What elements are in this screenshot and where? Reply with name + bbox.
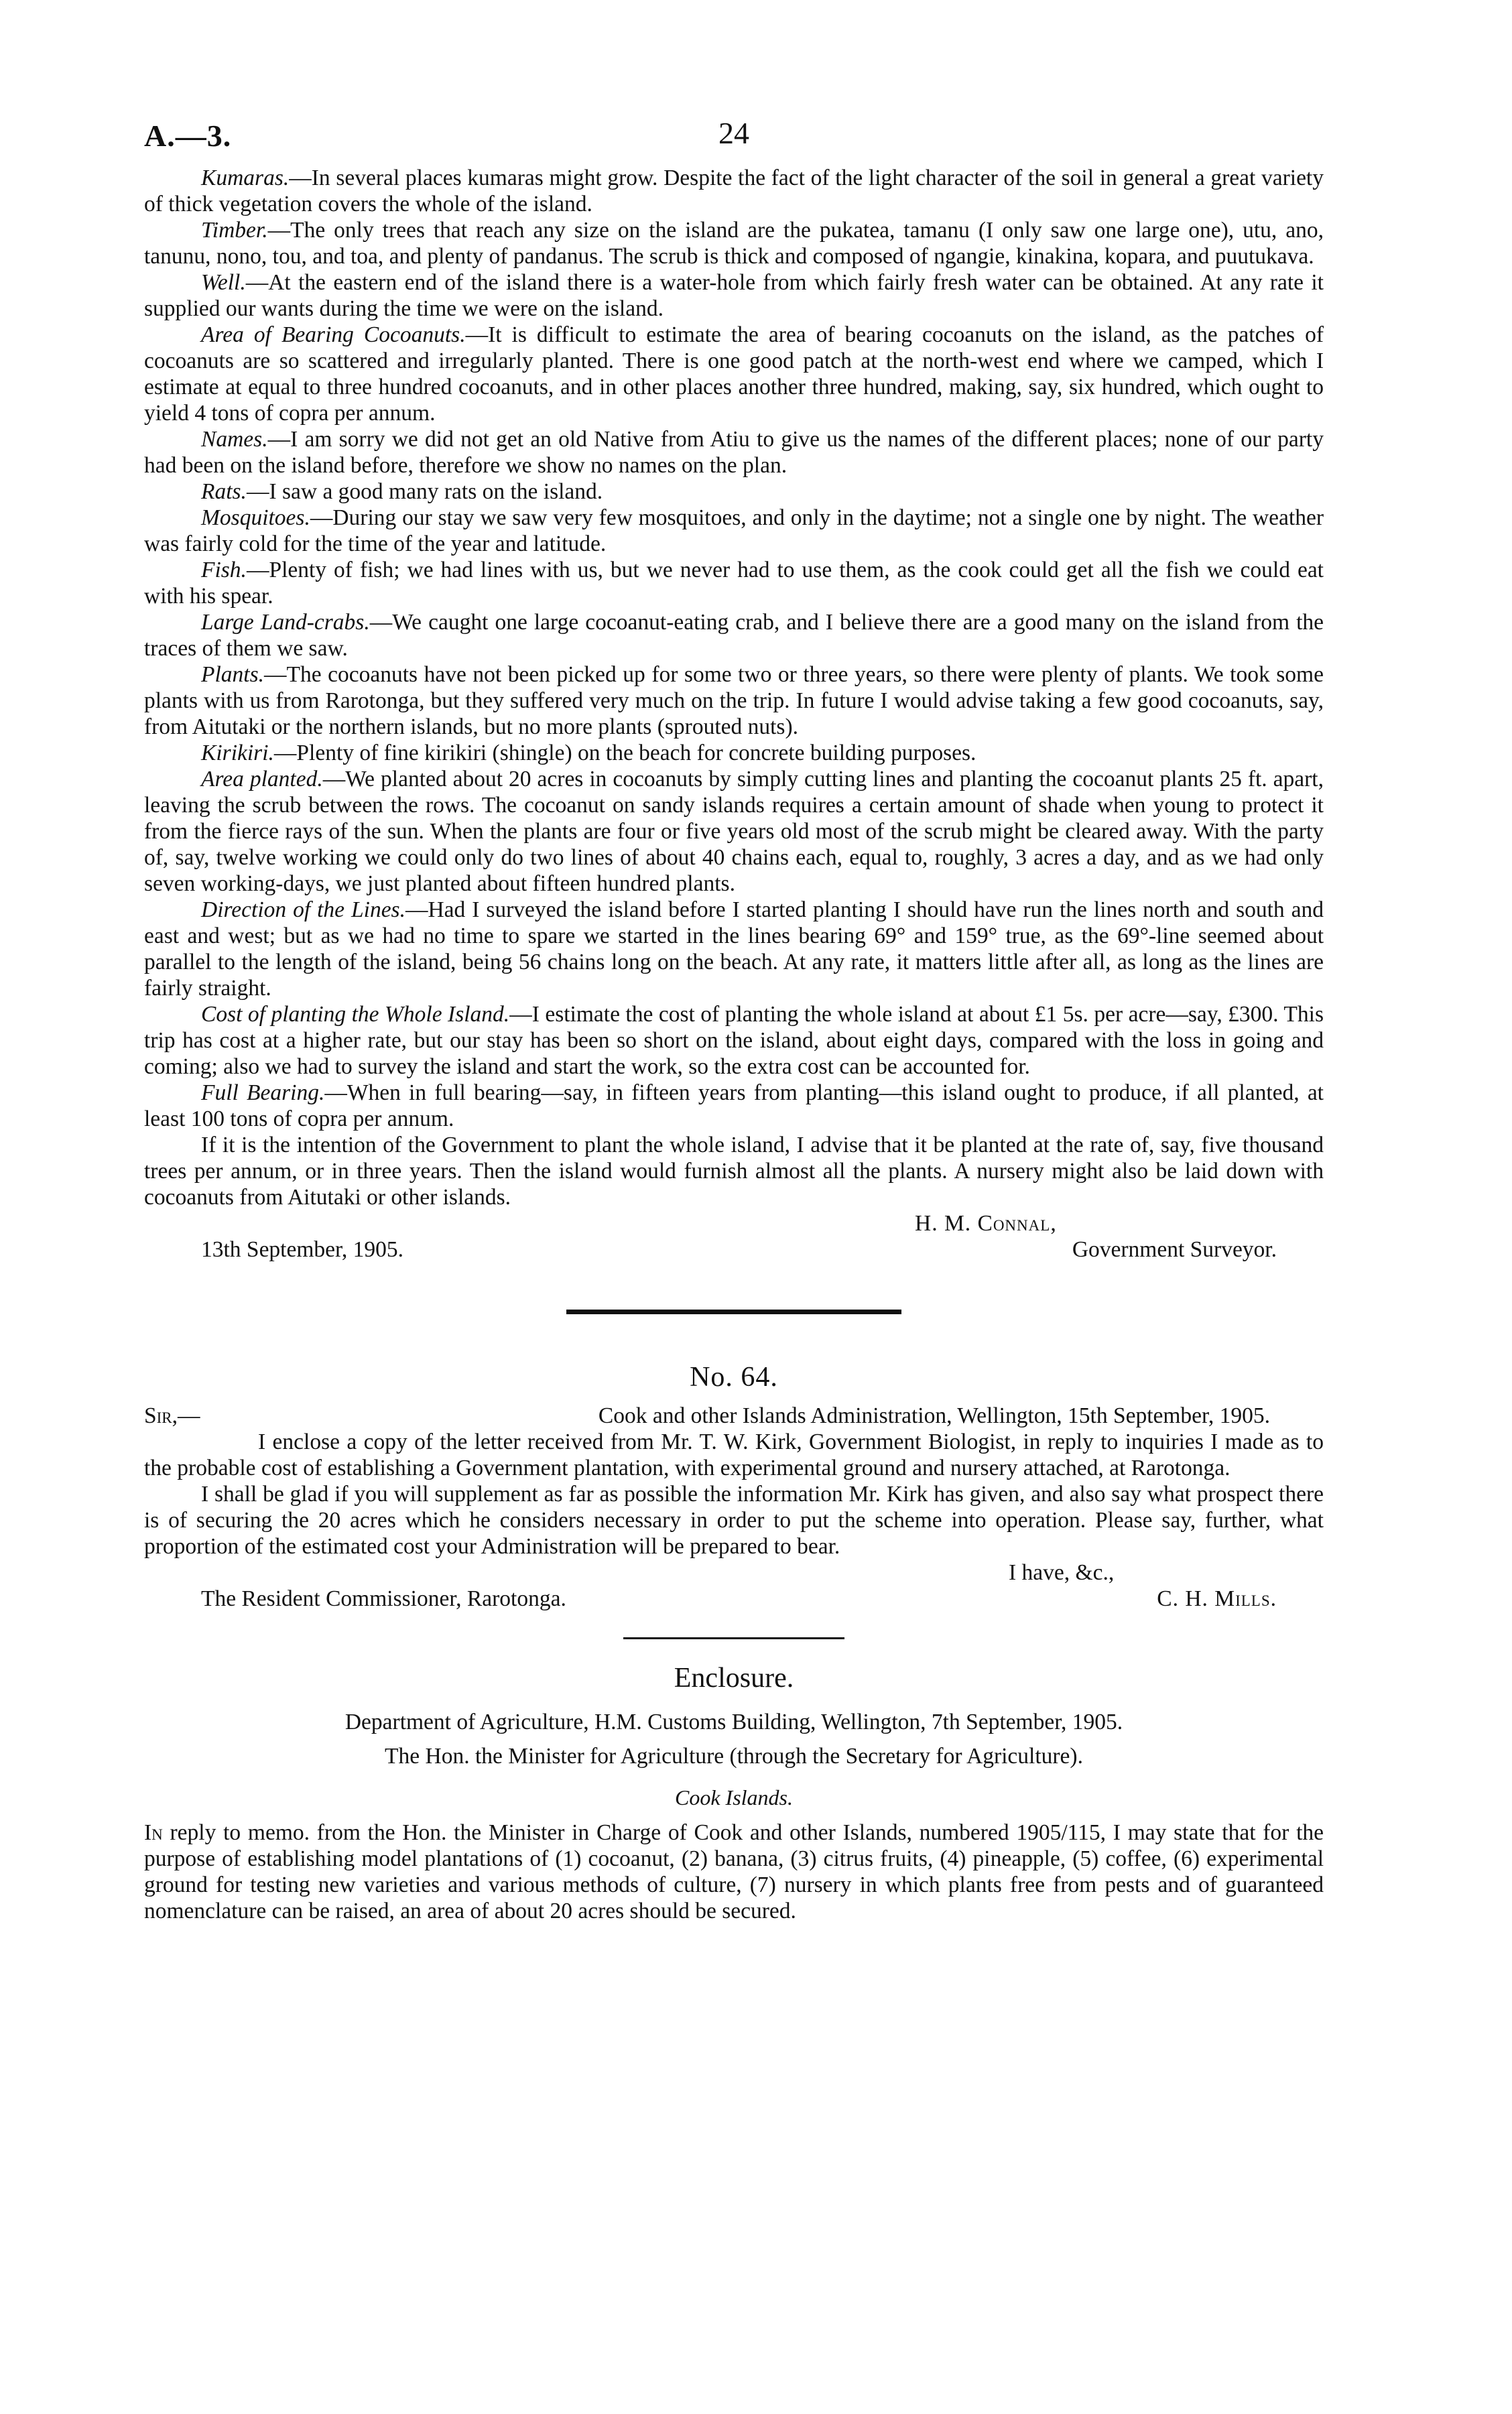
page-header [144,107,1324,161]
signer-name: H. M. Connal, [915,1211,1057,1236]
letter-signer: C. H. Mills. [1157,1586,1277,1611]
paragraph-text: —I estimate the cost of planting the whole island at about £1 5s. per acre—say, £300. This trip has cost at a higher rate, but our stay has been so short on the island, about eight days, compared with the loss in going and coming; also we had to survey the island and start the work, so the extra cost can be accounted for. [144,1002,1324,1079]
paragraph-heading: Area of Bearing Cocoanuts. [201,322,466,347]
closing-text: I have, &c., [1009,1560,1115,1585]
paragraph-heading: Names. [201,427,268,452]
paragraph-heading: Timber. [201,218,268,243]
enclosure-recipient: The Hon. the Minister for Agriculture (through the Secretary for Agriculture). [385,1744,1083,1769]
report-paragraph [144,1080,1324,1132]
report-paragraph [144,609,1324,661]
enclosure-subheading: Cook Islands. [675,1785,793,1809]
section-divider-thin [623,1637,844,1639]
paragraph-heading: Area planted. [201,767,323,791]
letter-closing [144,1560,1324,1586]
paragraph-text: —During our stay we saw very few mosquitoes, and only in the daytime; not a single one by night. The weather was fairly cold for the time of the year and latitude. [144,505,1324,556]
page-number: 24 [718,116,749,150]
letter-no-64 [144,1361,1324,1612]
section-heading: No. 64. [690,1362,778,1393]
enclosure-body [144,1820,1324,1924]
paragraph-heading: Kumaras. [201,166,290,190]
paragraph-heading: Well. [201,270,246,295]
report-paragraph [144,165,1324,217]
report-paragraph [144,322,1324,426]
enclosure-body-text: reply to memo. from the Hon. the Minister in Charge of Cook and other Islands, numbered 1905/115, I may state that for the purpose of establishing model plantations of (1) cocoanut, (2) banana, (3) citrus fruits, (4) pineapple, (5) coffee, (6) experimental ground for testing new varieties and various methods of culture, (7) nursery in which plants free from pests and of guaranteed nomenclature can be raised, an area of about 20 acres should be secured. [144,1820,1324,1923]
paragraph-text: —It is difficult to estimate the area of bearing cocoanuts on the island, as the patches of cocoanuts are so scattered and irregularly planted. There is one good patch at the north-west end where we camped, which I estimate at equal to three hundred cocoanuts, and in other places another three hundred, making, say, six hundred, which ought to yield 4 tons of copra per annum. [144,322,1324,426]
report-paragraph [144,1132,1324,1210]
paragraph-text: —I am sorry we did not get an old Native from Atiu to give us the names of the different places; none of our party had been on the island before, therefore we show no names on the plan. [144,427,1324,478]
letter-paragraph: I enclose a copy of the letter received from Mr. T. W. Kirk, Government Biologist, in reply to inquiries I made as to the probable cost of establishing a Government plantation, with experimental ground and nursery attached, at Rarotonga. [144,1430,1324,1480]
paragraph-text: If it is the intention of the Government to plant the whole island, I advise that it be planted at the rate of, say, five thousand trees per annum, or in three years. Then the island would furnish almost all the plants. A nursery might also be laid down with cocoanuts from Aitutaki or other islands. [144,1133,1324,1210]
letter-paragraph: I shall be glad if you will supplement as far as possible the information Mr. Kirk has given, and also say what prospect there is of securing the 20 acres which he considers necessary in order to put the scheme into operation. Please say, further, what proportion of the estimated cost your Administration will be prepared to bear. [144,1482,1324,1559]
paragraph-text: —I saw a good many rats on the island. [246,479,603,504]
paragraph-heading: Direction of the Lines. [201,897,405,922]
document-code: A.—3. [144,119,232,153]
lead-in: In [144,1820,163,1845]
enclosure-section [144,1662,1324,1924]
report-paragraph [144,897,1324,1001]
paragraph-text: —In several places kumaras might grow. Despite the fact of the light character of the soil in general a great variety of thick vegetation covers the whole of the island. [144,166,1324,216]
paragraph-heading: Mosquitoes. [201,505,310,530]
report-signature-row [144,1236,1324,1263]
report-paragraph [144,1001,1324,1080]
report-paragraph [144,426,1324,479]
report-signature [144,1210,1324,1236]
report-paragraph [144,505,1324,557]
paragraph-heading: Rats. [201,479,247,504]
report-paragraph [144,766,1324,897]
paragraph-heading: Full Bearing. [201,1080,325,1105]
report-paragraph [144,557,1324,609]
paragraph-heading: Kirikiri. [201,741,274,765]
paragraph-text: —When in full bearing—say, in fifteen years from planting—this island ought to produce, if all planted, at least 100 tons of copra per annum. [144,1080,1324,1131]
letter-signoff [144,1586,1324,1612]
paragraph-heading: Plants. [201,662,264,687]
report-paragraph [144,740,1324,766]
document-page [144,107,1324,1924]
survey-report [144,165,1324,1263]
paragraph-text: —The cocoanuts have not been picked up for some two or three years, so there were plenty of plants. We took some plants with us from Rarotonga, but they suffered very much on the trip. In future I would advise taking a few good cocoanuts, say, from Aitutaki or the northern islands, but no more plants (sprouted nuts). [144,662,1324,739]
paragraph-text: —We planted about 20 acres in cocoanuts by simply cutting lines and planting the cocoanut plants 25 ft. apart, leaving the scrub between the rows. The cocoanut on sandy islands requires a certain amount of shade when young to protect it from the fierce rays of the sun. When the plants are four or five years old most of the scrub might be cleared away. With the party of, say, twelve working we could only do two lines of about 40 chains each, equal to, roughly, 3 acres a day, and as we had only seven working-days, we just planted about fifteen hundred plants. [144,767,1324,896]
signer-title: Government Surveyor. [1072,1237,1277,1262]
enclosure-address: Department of Agriculture, H.M. Customs Building, Wellington, 7th September, 1905. [344,1710,1123,1734]
letter-header [144,1403,1324,1429]
report-paragraph [144,269,1324,322]
letter-address: Cook and other Islands Administration, Wellington, 15th September, 1905. [598,1403,1270,1428]
report-paragraph [144,479,1324,505]
paragraph-text: —At the eastern end of the island there is a water-hole from which fairly fresh water can be obtained. At any rate it supplied our wants during the time we were on the island. [144,270,1324,321]
section-divider [566,1310,901,1314]
salutation: Sir,— [144,1403,200,1428]
paragraph-text: —Plenty of fish; we had lines with us, but we never had to use them, as the cook could get all the fish we could eat with his spear. [144,558,1324,609]
report-paragraph [144,217,1324,269]
paragraph-text: —Had I surveyed the island before I started planting I should have run the lines north and south and east and west; but as we had no time to spare we started in the lines bearing 69° and 159° true, as the 69°-line seemed about parallel to the length of the island, being 56 chains long on the beach. At any rate, it matters little after all, as long as the lines are fairly straight. [144,897,1324,1001]
paragraph-text: —We caught one large cocoanut-eating crab, and I believe there are a good many on the island from the traces of them we saw. [144,610,1324,661]
letter-recipient: The Resident Commissioner, Rarotonga. [201,1586,566,1611]
paragraph-heading: Large Land-crabs. [201,610,370,635]
paragraph-heading: Fish. [201,558,247,582]
report-date: 13th September, 1905. [201,1237,403,1262]
paragraph-text: —Plenty of fine kirikiri (shingle) on the beach for concrete building purposes. [273,741,976,765]
enclosure-heading: Enclosure. [674,1663,794,1694]
paragraph-text: —The only trees that reach any size on the island are the pukatea, tamanu (I only saw one large one), utu, ano, tanunu, nono, tou, and toa, and plenty of pandanus. The scrub is thick and composed of ngangie, kinakina, kopara, and puutukava. [144,218,1324,269]
report-paragraph [144,661,1324,740]
paragraph-heading: Cost of planting the Whole Island. [201,1002,510,1027]
